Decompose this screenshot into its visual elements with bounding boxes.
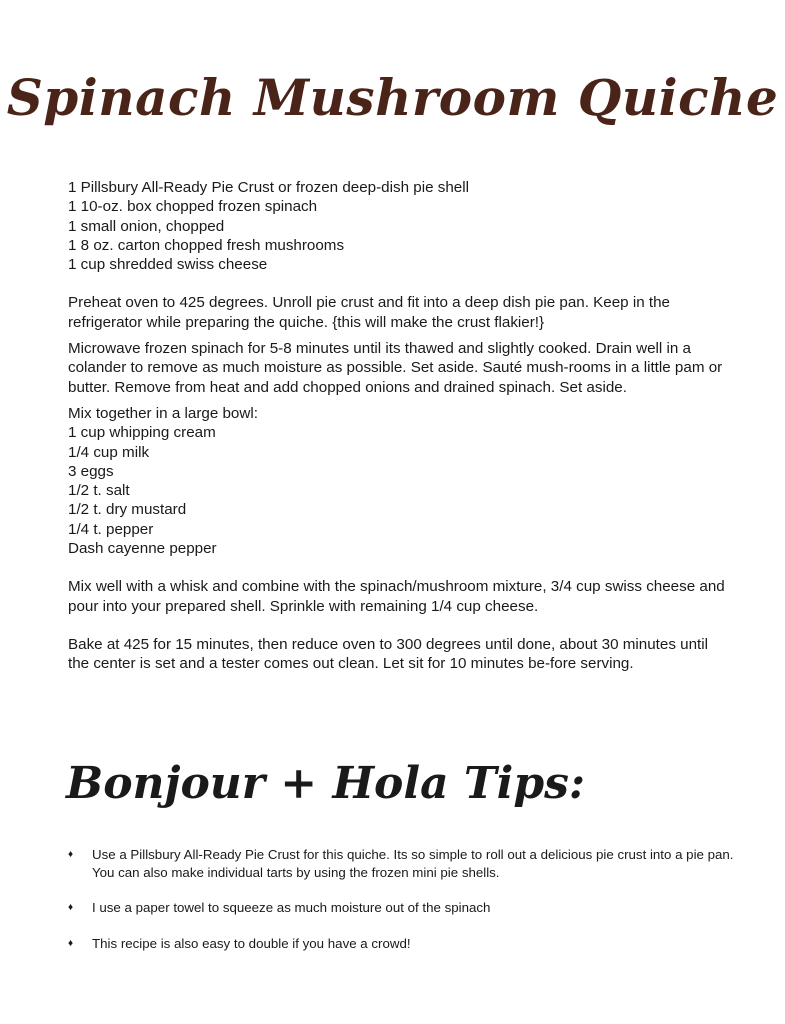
recipe-body [68, 178, 728, 674]
recipe-title: Spinach Mushroom Quiche [6, 68, 779, 127]
ingredient-item: 1 small onion, chopped [68, 217, 225, 235]
ingredient-item: 1 cup shredded swiss cheese [68, 256, 268, 274]
tip-item [66, 899, 736, 917]
mix-ingredient-list [68, 423, 728, 558]
mix-ingredient-item: 3 eggs [68, 462, 114, 480]
mix-ingredient-item: 1 cup whipping cream [68, 424, 216, 442]
tip-text: This recipe is also easy to double if you have a crowd! [92, 935, 411, 951]
diamond-bullet-icon: ♦ [68, 849, 74, 860]
tips-list [66, 846, 736, 970]
tip-item [66, 846, 736, 881]
mix-ingredient-item: Dash cayenne pepper [68, 540, 217, 558]
mix-ingredient-item: 1/2 t. dry mustard [68, 501, 187, 519]
diamond-bullet-icon: ♦ [68, 937, 74, 949]
mix-ingredient-item: 1/4 t. pepper [68, 520, 154, 538]
instruction-step-bake: Bake at 425 for 15 minutes, then reduce oven to 300 degrees until done, about 30 minutes until the center is set and a tester comes out clean. Let sit for 10 minutes be-fore serving. [68, 635, 708, 673]
tips-heading: Bonjour + Hola Tips: [66, 758, 586, 809]
ingredient-item: 1 Pillsbury All-Ready Pie Crust or frozen deep-dish pie shell [68, 179, 469, 196]
instruction-step-combine: Mix well with a whisk and combine with the spinach/mushroom mixture, 3/4 cup swiss cheese and pour into your prepared shell. Sprinkle with remaining 1/4 cup cheese. [68, 578, 725, 615]
diamond-bullet-icon: ♦ [68, 902, 74, 913]
tip-item [66, 935, 736, 953]
ingredient-item: 1 8 oz. carton chopped fresh mushrooms [68, 236, 345, 254]
mix-intro: Mix together in a large bowl: [68, 404, 258, 422]
ingredient-item: 1 10-oz. box chopped frozen spinach [68, 198, 318, 216]
ingredient-list [68, 178, 728, 274]
instruction-step-spinach: Microwave frozen spinach for 5-8 minutes until its thawed and slightly cooked. Drain well in a colander to remove as much moisture as possible. Set aside. Sauté mush-rooms in a little pam or butter. Remove from heat and add chopped onions and drained spinach. Set aside. [68, 340, 723, 396]
tip-text: I use a paper towel to squeeze as much moisture out of the spinach [92, 900, 491, 915]
tip-text: Use a Pillsbury All-Ready Pie Crust for this quiche. Its so simple to roll out a delicious pie crust into a pie pan. You can also make individual tarts by using the frozen mini pie shells. [92, 847, 734, 880]
mix-ingredient-item: 1/2 t. salt [68, 482, 130, 500]
instruction-step-preheat: Preheat oven to 425 degrees. Unroll pie crust and fit into a deep dish pie pan. Keep in the refrigerator while preparing the quiche. {this will make the crust flakier!} [68, 294, 670, 331]
mix-ingredient-item: 1/4 cup milk [68, 443, 150, 461]
